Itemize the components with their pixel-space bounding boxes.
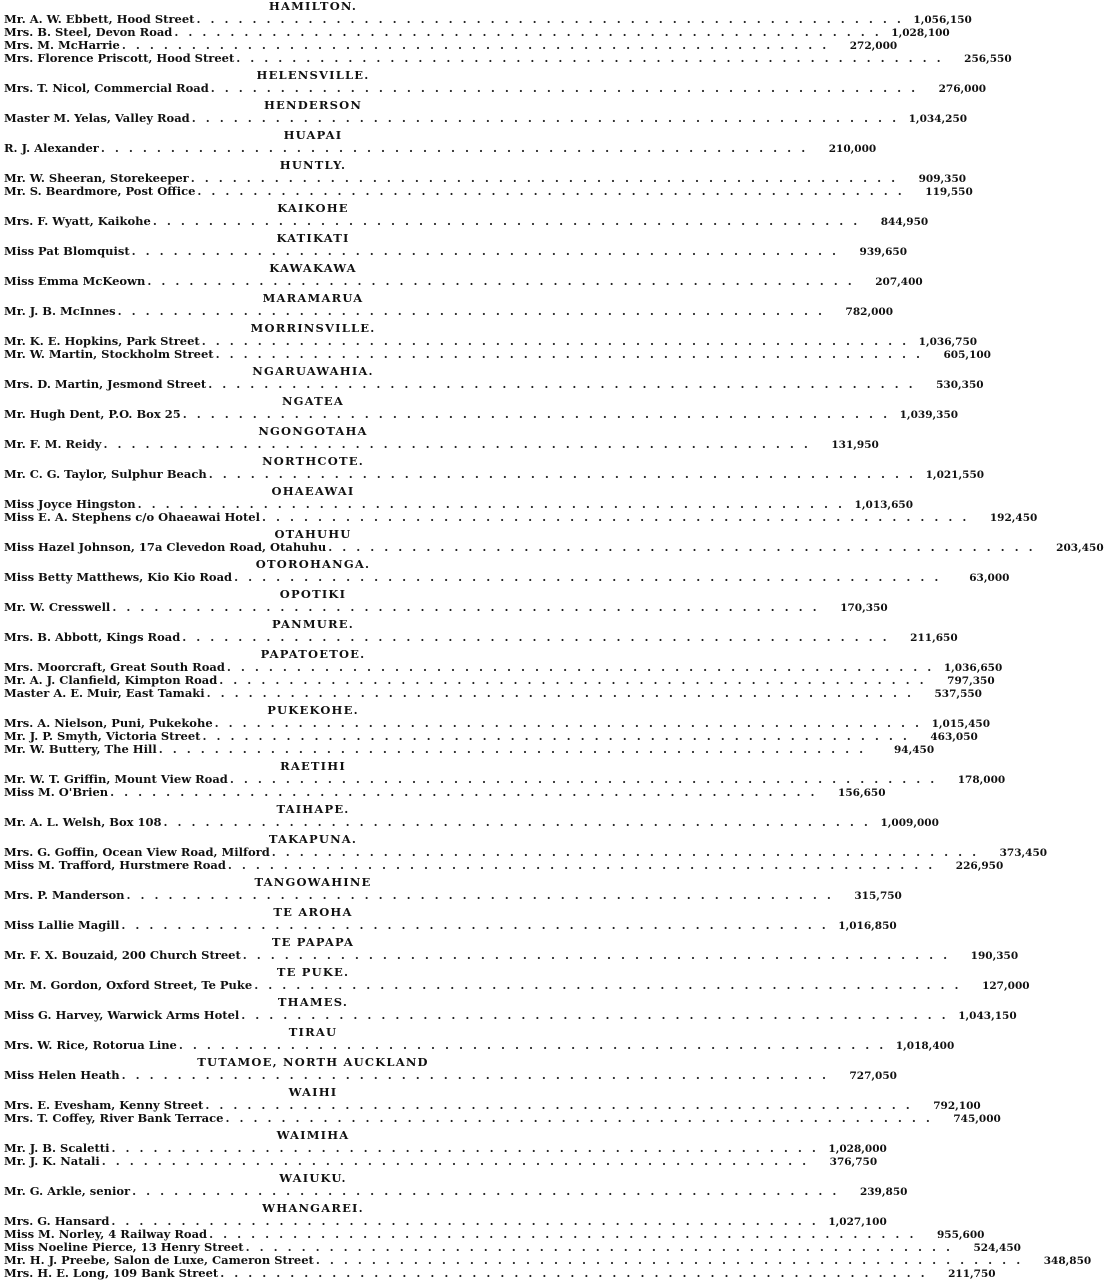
entrant-name: Mrs. T. Coffey, River Bank Terrace — [4, 1111, 224, 1125]
entry-row — [4, 377, 984, 391]
dot-leader: . . . . . . . . . . . . . . . . . . . . . . . . . . . . . . . . . . . . . . . . . . . . . . . . . . . — [158, 742, 867, 756]
entry-value: 955,600 — [936, 1229, 985, 1241]
entry-row — [4, 888, 902, 902]
entrant-name: Mr. J. K. Natali — [4, 1154, 100, 1168]
entrant-name: Miss Noeline Pierce, 13 Henry Street — [4, 1240, 244, 1254]
town-heading: KAWAKAWA — [269, 261, 357, 275]
entry-value: 909,350 — [918, 173, 967, 185]
town-heading: MORRINSVILLE. — [250, 321, 376, 335]
entry-value: 272,000 — [849, 40, 898, 52]
entrant-name: Mr. W. Martin, Stockholm Street — [4, 347, 214, 361]
town-section — [4, 454, 985, 481]
entrant-name: Miss Emma McKeown — [4, 274, 146, 288]
entry-value: 239,850 — [859, 1186, 908, 1198]
dot-leader: . . . . . . . . . . . . . . . . . . . . . . . . . . . . . . . . . . . . . . . . . . . . . . . . . . . — [121, 918, 829, 932]
entry-value: 127,000 — [982, 980, 1030, 992]
entry-value: 276,000 — [938, 83, 987, 95]
entrant-name: Mrs. T. Nicol, Commercial Road — [4, 81, 209, 95]
entry-row — [4, 214, 929, 228]
entry-row — [4, 742, 935, 756]
town-section — [4, 759, 1006, 799]
entry-row — [4, 141, 877, 155]
entry-value: 1,028,000 — [828, 1143, 887, 1155]
town-section — [4, 424, 879, 451]
town-heading: HENDERSON — [263, 98, 363, 112]
entry-value: 376,750 — [829, 1156, 878, 1168]
town-section — [4, 291, 894, 318]
entrant-name: Mr. A. W. Ebbett, Hood Street — [4, 12, 195, 26]
entry-value: 131,950 — [831, 439, 879, 451]
entry-row — [4, 570, 1010, 584]
dot-leader: . . . . . . . . . . . . . . . . . . . . . . . . . . . . . . . . . . . . . . . . . . . . . . . . . . . — [202, 729, 910, 743]
dot-leader: . . . . . . . . . . . . . . . . . . . . . . . . . . . . . . . . . . . . . . . . . . . . . . . . . . . — [101, 1154, 810, 1168]
entrant-name: R. J. Alexander — [4, 141, 99, 155]
entrant-name: Mr. S. Beardmore, Post Office — [4, 184, 196, 198]
dot-leader: . . . . . . . . . . . . . . . . . . . . . . . . . . . . . . . . . . . . . . . . . . . . . . . . . . . — [315, 1253, 1024, 1267]
entrant-name: Mr. H. J. Preebe, Salon de Luxe, Cameron Street — [4, 1253, 314, 1267]
town-section — [4, 201, 929, 228]
entry-value: 1,027,100 — [828, 1216, 887, 1228]
dot-leader: . . . . . . . . . . . . . . . . . . . . . . . . . . . . . . . . . . . . . . . . . . . . . . . . . . . — [147, 274, 855, 288]
dot-leader: . . . . . . . . . . . . . . . . . . . . . . . . . . . . . . . . . . . . . . . . . . . . . . . . . . . — [328, 540, 1036, 554]
entrant-name: Mr. W. Sheeran, Storekeeper — [4, 171, 189, 185]
entry-value: 210,000 — [828, 143, 877, 155]
entry-value: 203,450 — [1056, 542, 1104, 554]
dot-leader: . . . . . . . . . . . . . . . . . . . . . . . . . . . . . . . . . . . . . . . . . . . . . . . . . . . — [206, 686, 914, 700]
entrant-name: Master M. Yelas, Valley Road — [4, 111, 190, 125]
entry-row — [4, 1008, 1017, 1022]
town-section — [4, 527, 1104, 554]
entry-value: 156,650 — [838, 787, 886, 799]
entry-value: 797,350 — [947, 675, 995, 687]
entrant-name: Mrs. G. Goffin, Ocean View Road, Milford — [4, 845, 270, 859]
entry-value: 792,100 — [933, 1100, 981, 1112]
entry-value: 190,350 — [970, 950, 1019, 962]
town-heading: WHANGAREI. — [262, 1201, 364, 1215]
town-section — [4, 587, 888, 614]
town-section — [4, 617, 958, 644]
entry-value: 207,400 — [875, 276, 923, 288]
town-section — [4, 0, 1012, 65]
entrant-name: Mr. W. Cresswell — [4, 600, 111, 614]
entrant-name: Mr. C. G. Taylor, Sulphur Beach — [4, 467, 207, 481]
entry-row — [4, 1184, 908, 1198]
entry-row — [4, 244, 908, 258]
dot-leader: . . . . . . . . . . . . . . . . . . . . . . . . . . . . . . . . . . . . . . . . . . . . . . . . . . . — [205, 1098, 913, 1112]
town-heading: PUKEKOHE. — [267, 703, 359, 717]
town-section — [4, 647, 1003, 700]
entry-row — [4, 540, 1104, 554]
entry-value: 939,650 — [859, 246, 908, 258]
entry-row — [4, 978, 1030, 992]
entrant-name: Miss M. O'Brien — [4, 785, 109, 799]
entrant-name: Miss E. A. Stephens c/o Ohaeawai Hotel — [4, 510, 260, 524]
entry-value: 1,036,750 — [918, 336, 978, 348]
dot-leader: . . . . . . . . . . . . . . . . . . . . . . . . . . . . . . . . . . . . . . . . . . . . . . . . . . . — [178, 1038, 887, 1052]
entry-row — [4, 600, 888, 614]
town-section — [4, 1201, 1092, 1280]
town-section — [4, 802, 939, 829]
entry-value: 530,350 — [936, 379, 984, 391]
entrant-name: Mr. F. M. Reidy — [4, 437, 102, 451]
town-heading: RAETIHI — [280, 759, 346, 773]
town-heading: WAIUKU. — [279, 1171, 347, 1185]
town-heading: PAPATOETOE. — [260, 647, 366, 661]
town-section — [4, 875, 902, 902]
entrant-name: Mrs. B. Abbott, Kings Road — [4, 630, 181, 644]
dot-leader: . . . . . . . . . . . . . . . . . . . . . . . . . . . . . . . . . . . . . . . . . . . . . . . . . . . — [254, 978, 962, 992]
entrant-name: Mrs. Florence Priscott, Hood Street — [4, 51, 235, 65]
entrant-name: Miss Lallie Magill — [4, 918, 120, 932]
entrant-name: Mrs. D. Martin, Jesmond Street — [4, 377, 207, 391]
entrant-name: Mrs. W. Rice, Rotorua Line — [4, 1038, 177, 1052]
town-heading: KATIKATI — [276, 231, 350, 245]
entry-value: 844,950 — [880, 216, 929, 228]
dot-leader: . . . . . . . . . . . . . . . . . . . . . . . . . . . . . . . . . . . . . . . . . . . . . . . . . . . — [241, 1008, 949, 1022]
entrant-name: Mr. K. E. Hopkins, Park Street — [4, 334, 200, 348]
entrant-name: Miss Pat Blomquist — [4, 244, 130, 258]
entrant-name: Mr. Hugh Dent, P.O. Box 25 — [4, 407, 181, 421]
entrant-name: Miss Joyce Hingston — [4, 497, 136, 511]
dot-leader: . . . . . . . . . . . . . . . . . . . . . . . . . . . . . . . . . . . . . . . . . . . . . . . . . . . — [182, 407, 891, 421]
entry-value: 1,056,150 — [913, 14, 972, 26]
entrant-name: Miss M. Trafford, Hurstmere Road — [4, 858, 226, 872]
entry-value: 1,018,400 — [895, 1040, 955, 1052]
town-section — [4, 321, 991, 361]
town-section — [4, 1128, 887, 1168]
dot-leader: . . . . . . . . . . . . . . . . . . . . . . . . . . . . . . . . . . . . . . . . . . . . . . . . . . . — [245, 1240, 953, 1254]
dot-leader: . . . . . . . . . . . . . . . . . . . . . . . . . . . . . . . . . . . . . . . . . . . . . . . . . . . — [234, 570, 942, 584]
town-heading: HELENSVILLE. — [256, 68, 370, 82]
entry-row — [4, 467, 985, 481]
town-section — [4, 128, 877, 155]
town-heading: HAMILTON. — [268, 0, 358, 13]
entry-value: 537,550 — [934, 688, 982, 700]
entrant-name: Mr. G. Arkle, senior — [4, 1184, 131, 1198]
entrant-name: Mr. F. X. Bouzaid, 200 Church Street — [4, 948, 241, 962]
town-heading: NGONGOTAHA — [258, 424, 368, 438]
entry-row — [4, 184, 973, 198]
entry-row — [4, 918, 897, 932]
dot-leader: . . . . . . . . . . . . . . . . . . . . . . . . . . . . . . . . . . . . . . . . . . . . . . . . . . . — [117, 304, 826, 318]
town-section — [4, 68, 987, 95]
entrant-name: Miss M. Norley, 4 Railway Road — [4, 1227, 208, 1241]
entry-value: 524,450 — [973, 1242, 1021, 1254]
entry-value: 1,028,100 — [891, 27, 950, 39]
dot-leader: . . . . . . . . . . . . . . . . . . . . . . . . . . . . . . . . . . . . . . . . . . . . . . . . . . . — [103, 437, 811, 451]
entry-row — [4, 111, 968, 125]
dot-leader: . . . . . . . . . . . . . . . . . . . . . . . . . . . . . . . . . . . . . . . . . . . . . . . . . . . — [190, 171, 899, 185]
entrant-name: Mrs. P. Manderson — [4, 888, 125, 902]
entry-row — [4, 858, 1004, 872]
town-heading: OPOTIKI — [279, 587, 347, 601]
entrant-name: Mr. J. B. McInnes — [4, 304, 116, 318]
town-section — [4, 231, 908, 258]
entry-value: 605,100 — [943, 349, 991, 361]
entry-row — [4, 347, 991, 361]
town-heading: TE PAPAPA — [271, 935, 355, 949]
entry-value: 745,000 — [953, 1113, 1001, 1125]
entry-value: 226,950 — [955, 860, 1004, 872]
town-section — [4, 832, 1048, 872]
town-heading: TE AROHA — [273, 905, 353, 919]
dot-leader: . . . . . . . . . . . . . . . . . . . . . . . . . . . . . . . . . . . . . . . . . . . . . . . . . . . — [261, 510, 970, 524]
town-section — [4, 98, 968, 125]
entrant-name: Miss Hazel Johnson, 17a Clevedon Road, Otahuhu — [4, 540, 327, 554]
entry-value: 1,016,850 — [838, 920, 897, 932]
dot-leader: . . . . . . . . . . . . . . . . . . . . . . . . . . . . . . . . . . . . . . . . . . . . . . . . . . . — [174, 25, 882, 39]
entry-row — [4, 1111, 1001, 1125]
town-heading: WAIHI — [288, 1085, 338, 1099]
dot-leader: . . . . . . . . . . . . . . . . . . . . . . . . . . . . . . . . . . . . . . . . . . . . . . . . . . . — [131, 244, 840, 258]
entry-row — [4, 437, 879, 451]
town-heading: KAIKOHE — [277, 201, 349, 215]
dot-leader: . . . . . . . . . . . . . . . . . . . . . . . . . . . . . . . . . . . . . . . . . . . . . . . . . . . — [226, 660, 935, 674]
entry-value: 373,450 — [999, 847, 1048, 859]
entrant-name: Mr. J. B. Scaletti — [4, 1141, 110, 1155]
entrant-name: Mr. W. Buttery, The Hill — [4, 742, 157, 756]
dot-leader: . . . . . . . . . . . . . . . . . . . . . . . . . . . . . . . . . . . . . . . . . . . . . . . . . . . — [214, 716, 923, 730]
entry-row — [4, 1266, 996, 1280]
entrant-name: Mrs. G. Hansard — [4, 1214, 110, 1228]
town-section — [4, 364, 984, 391]
entry-row — [4, 510, 1038, 524]
dot-leader: . . . . . . . . . . . . . . . . . . . . . . . . . . . . . . . . . . . . . . . . . . . . . . . . . . . — [112, 600, 820, 614]
dot-leader: . . . . . . . . . . . . . . . . . . . . . . . . . . . . . . . . . . . . . . . . . . . . . . . . . . . — [209, 1227, 917, 1241]
town-heading: THAMES. — [277, 995, 349, 1009]
town-heading: HUAPAI — [283, 128, 343, 142]
entry-row — [4, 1038, 955, 1052]
dot-leader: . . . . . . . . . . . . . . . . . . . . . . . . . . . . . . . . . . . . . . . . . . . . . . . . . . . — [196, 12, 904, 26]
entrant-name: Mrs. Moorcraft, Great South Road — [4, 660, 225, 674]
entry-value: 63,000 — [969, 572, 1010, 584]
dot-leader: . . . . . . . . . . . . . . . . . . . . . . . . . . . . . . . . . . . . . . . . . . . . . . . . . . . — [197, 184, 905, 198]
town-heading: WAIMIHA — [276, 1128, 350, 1142]
dot-leader: . . . . . . . . . . . . . . . . . . . . . . . . . . . . . . . . . . . . . . . . . . . . . . . . . . . — [191, 111, 900, 125]
town-section — [4, 557, 1010, 584]
entrant-name: Mrs. F. Wyatt, Kaikohe — [4, 214, 151, 228]
dot-leader: . . . . . . . . . . . . . . . . . . . . . . . . . . . . . . . . . . . . . . . . . . . . . . . . . . . — [163, 815, 871, 829]
dot-leader: . . . . . . . . . . . . . . . . . . . . . . . . . . . . . . . . . . . . . . . . . . . . . . . . . . . — [111, 1141, 819, 1155]
entry-value: 1,034,250 — [908, 113, 968, 125]
dot-leader: . . . . . . . . . . . . . . . . . . . . . . . . . . . . . . . . . . . . . . . . . . . . . . . . . . . — [225, 1111, 933, 1125]
entry-row — [4, 948, 1019, 962]
entrant-name: Miss G. Harvey, Warwick Arms Hotel — [4, 1008, 240, 1022]
entry-row — [4, 407, 959, 421]
entry-value: 315,750 — [854, 890, 902, 902]
town-section — [4, 905, 897, 932]
town-section — [4, 995, 1017, 1022]
entrant-name: Mr. J. P. Smyth, Victoria Street — [4, 729, 201, 743]
entry-value: 192,450 — [989, 512, 1038, 524]
town-section — [4, 1025, 955, 1052]
entry-row — [4, 1154, 878, 1168]
entry-row — [4, 1068, 897, 1082]
dot-leader: . . . . . . . . . . . . . . . . . . . . . . . . . . . . . . . . . . . . . . . . . . . . . . . . . . . — [229, 772, 938, 786]
entry-value: 1,021,550 — [925, 469, 985, 481]
entry-value: 1,043,150 — [958, 1010, 1017, 1022]
entry-row — [4, 81, 987, 95]
entrant-name: Miss Betty Matthews, Kio Kio Road — [4, 570, 233, 584]
entry-value: 178,000 — [957, 774, 1006, 786]
entry-value: 1,015,450 — [931, 718, 991, 730]
dot-leader: . . . . . . . . . . . . . . . . . . . . . . . . . . . . . . . . . . . . . . . . . . . . . . . . . . . — [110, 785, 818, 799]
town-heading: NGATEA — [281, 394, 345, 408]
town-section — [4, 935, 1019, 962]
entrant-name: Mr. A. L. Welsh, Box 108 — [4, 815, 162, 829]
town-section — [4, 703, 991, 756]
entry-value: 1,009,000 — [880, 817, 939, 829]
entrant-name: Mrs. M. McHarrie — [4, 38, 120, 52]
town-section — [4, 1055, 897, 1082]
entry-value: 727,050 — [849, 1070, 897, 1082]
dot-leader: . . . . . . . . . . . . . . . . . . . . . . . . . . . . . . . . . . . . . . . . . . . . . . . . . . . — [210, 81, 919, 95]
town-heading: TIRAU — [288, 1025, 338, 1039]
town-section — [4, 158, 973, 198]
dot-leader: . . . . . . . . . . . . . . . . . . . . . . . . . . . . . . . . . . . . . . . . . . . . . . . . . . . — [208, 467, 917, 481]
entrant-name: Miss Helen Heath — [4, 1068, 120, 1082]
dot-leader: . . . . . . . . . . . . . . . . . . . . . . . . . . . . . . . . . . . . . . . . . . . . . . . . . . . — [219, 673, 927, 687]
dot-leader: . . . . . . . . . . . . . . . . . . . . . . . . . . . . . . . . . . . . . . . . . . . . . . . . . . . — [201, 334, 910, 348]
town-section — [4, 261, 923, 288]
entry-value: 463,050 — [930, 731, 978, 743]
dot-leader: . . . . . . . . . . . . . . . . . . . . . . . . . . . . . . . . . . . . . . . . . . . . . . . . . . . — [227, 858, 936, 872]
dot-leader: . . . . . . . . . . . . . . . . . . . . . . . . . . . . . . . . . . . . . . . . . . . . . . . . . . . — [132, 1184, 840, 1198]
entrant-name: Mrs. H. E. Long, 109 Bank Street — [4, 1266, 219, 1280]
entry-row — [4, 274, 923, 288]
dot-leader: . . . . . . . . . . . . . . . . . . . . . . . . . . . . . . . . . . . . . . . . . . . . . . . . . . . — [111, 1214, 819, 1228]
town-heading: NGARUAWAHIA. — [252, 364, 374, 378]
town-section — [4, 1171, 908, 1198]
town-section — [4, 484, 1038, 524]
entry-row — [4, 686, 982, 700]
town-heading: MARAMARUA — [262, 291, 364, 305]
dot-leader: . . . . . . . . . . . . . . . . . . . . . . . . . . . . . . . . . . . . . . . . . . . . . . . . . . . — [100, 141, 809, 155]
town-heading: OTOROHANGA. — [255, 557, 371, 571]
town-heading: TE PUKE. — [276, 965, 350, 979]
entrant-name: Master A. E. Muir, East Tamaki — [4, 686, 205, 700]
town-section — [4, 1085, 1001, 1125]
dot-leader: . . . . . . . . . . . . . . . . . . . . . . . . . . . . . . . . . . . . . . . . . . . . . . . . . . . — [208, 377, 916, 391]
town-heading: TAIHAPE. — [276, 802, 350, 816]
entry-value: 211,650 — [910, 632, 958, 644]
town-heading: TAKAPUNA. — [268, 832, 358, 846]
entrant-name: Mr. W. T. Griffin, Mount View Road — [4, 772, 228, 786]
entry-value: 256,550 — [964, 53, 1012, 65]
entry-value: 1,036,650 — [943, 662, 1003, 674]
entrant-name: Mrs. A. Nielson, Puni, Pukekohe — [4, 716, 213, 730]
dot-leader: . . . . . . . . . . . . . . . . . . . . . . . . . . . . . . . . . . . . . . . . . . . . . . . . . . . — [242, 948, 951, 962]
dot-leader: . . . . . . . . . . . . . . . . . . . . . . . . . . . . . . . . . . . . . . . . . . . . . . . . . . . — [236, 51, 944, 65]
town-heading: TANGOWAHINE — [254, 875, 372, 889]
entrant-name: Mr. A. J. Clanfield, Kimpton Road — [4, 673, 218, 687]
dot-leader: . . . . . . . . . . . . . . . . . . . . . . . . . . . . . . . . . . . . . . . . . . . . . . . . . . . — [137, 497, 845, 511]
dot-leader: . . . . . . . . . . . . . . . . . . . . . . . . . . . . . . . . . . . . . . . . . . . . . . . . . . . — [271, 845, 980, 859]
entry-row — [4, 304, 894, 318]
entry-row — [4, 785, 886, 799]
dot-leader: . . . . . . . . . . . . . . . . . . . . . . . . . . . . . . . . . . . . . . . . . . . . . . . . . . . — [220, 1266, 928, 1280]
entry-value: 348,850 — [1043, 1255, 1092, 1267]
town-section — [4, 394, 959, 421]
town-heading: HUNTLY. — [279, 158, 347, 172]
entry-value: 1,039,350 — [899, 409, 959, 421]
dot-leader: . . . . . . . . . . . . . . . . . . . . . . . . . . . . . . . . . . . . . . . . . . . . . . . . . . . — [215, 347, 923, 361]
town-heading: OTAHUHU — [274, 527, 352, 541]
dot-leader: . . . . . . . . . . . . . . . . . . . . . . . . . . . . . . . . . . . . . . . . . . . . . . . . . . . — [121, 38, 830, 52]
entry-row — [4, 630, 958, 644]
dot-leader: . . . . . . . . . . . . . . . . . . . . . . . . . . . . . . . . . . . . . . . . . . . . . . . . . . . — [121, 1068, 829, 1082]
town-heading: TUTAMOE, NORTH AUCKLAND — [197, 1055, 429, 1069]
entrant-name: Mr. M. Gordon, Oxford Street, Te Puke — [4, 978, 253, 992]
entry-value: 94,450 — [893, 744, 935, 756]
dot-leader: . . . . . . . . . . . . . . . . . . . . . . . . . . . . . . . . . . . . . . . . . . . . . . . . . . . — [152, 214, 861, 228]
town-section — [4, 965, 1030, 992]
entry-value: 211,750 — [948, 1268, 996, 1280]
entry-value: 782,000 — [845, 306, 894, 318]
entry-row — [4, 815, 939, 829]
entry-value: 1,013,650 — [854, 499, 913, 511]
entry-value: 170,350 — [840, 602, 888, 614]
town-heading: OHAEAWAI — [271, 484, 355, 498]
entrant-name: Mrs. B. Steel, Devon Road — [4, 25, 173, 39]
dot-leader: . . . . . . . . . . . . . . . . . . . . . . . . . . . . . . . . . . . . . . . . . . . . . . . . . . . — [126, 888, 834, 902]
entry-row — [4, 51, 1012, 65]
town-heading: PANMURE. — [272, 617, 354, 631]
entry-value: 119,550 — [925, 186, 973, 198]
entrant-name: Mrs. E. Evesham, Kenny Street — [4, 1098, 204, 1112]
town-heading: NORTHCOTE. — [262, 454, 364, 468]
dot-leader: . . . . . . . . . . . . . . . . . . . . . . . . . . . . . . . . . . . . . . . . . . . . . . . . . . . — [182, 630, 890, 644]
